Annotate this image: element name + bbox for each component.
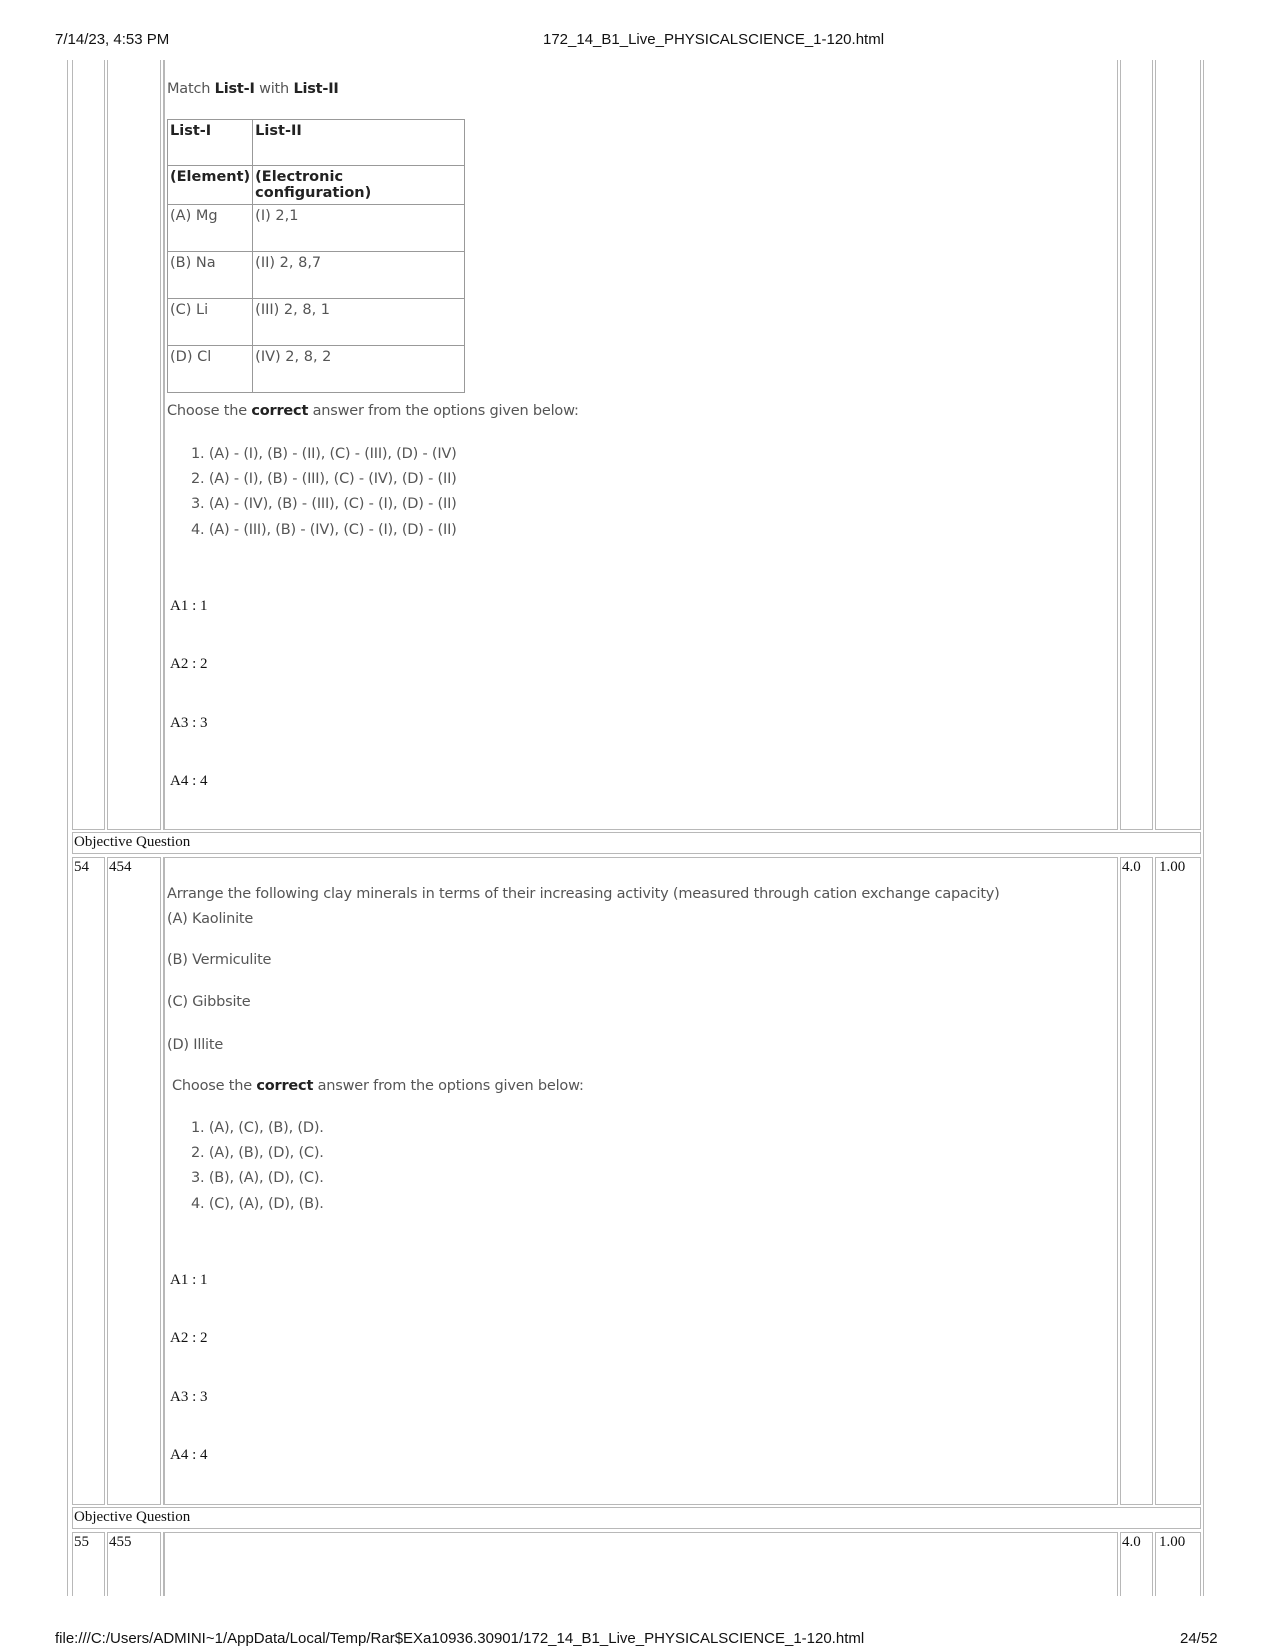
- answer-option: A2 : 2: [170, 656, 208, 672]
- q54-stem: Arrange the following clay minerals in terms of their increasing activity (measured through cation exchange capacity): [167, 886, 1000, 902]
- table-cell: (A) Mg: [168, 205, 253, 252]
- option: 4. (A) - (III), (B) - (IV), (C) - (I), (D) - (II): [191, 522, 457, 538]
- marks-cell: [1120, 857, 1153, 1505]
- print-datetime: 7/14/23, 4:53 PM: [55, 31, 170, 48]
- option: 2. (A), (B), (D), (C).: [191, 1145, 324, 1161]
- q53-intro: Match List-I with List-II: [167, 81, 339, 97]
- answer-option: A1 : 1: [170, 598, 208, 614]
- answer-option: A4 : 4: [170, 773, 208, 789]
- question-id: 454: [109, 859, 132, 875]
- table-cell: (B) Na: [168, 252, 253, 299]
- marks-cell: [1120, 60, 1153, 830]
- match-table: [167, 119, 465, 393]
- sno-cell: [72, 1532, 105, 1596]
- table-subheader: (Element): [168, 166, 253, 205]
- item: (B) Vermiculite: [167, 952, 272, 968]
- section-label-row: [72, 1507, 1201, 1529]
- serial-number: 55: [74, 1534, 89, 1550]
- marks: 4.0: [1122, 859, 1141, 875]
- page-number: 24/52: [1180, 1630, 1218, 1647]
- table-cell: (C) Li: [168, 299, 253, 346]
- option: 3. (B), (A), (D), (C).: [191, 1170, 324, 1186]
- serial-number: 54: [74, 859, 89, 875]
- table-header: List-I: [168, 120, 253, 166]
- sno-cell: [72, 60, 105, 830]
- table-cell: (I) 2,1: [253, 205, 465, 252]
- table-subheader: (Electronic configuration): [253, 166, 465, 205]
- option: 1. (A) - (I), (B) - (II), (C) - (III), (D) - (IV): [191, 446, 457, 462]
- table-header: List-II: [253, 120, 465, 166]
- section-label-row: [72, 832, 1201, 854]
- option: 3. (A) - (IV), (B) - (III), (C) - (I), (D) - (II): [191, 496, 457, 512]
- answer-option: A2 : 2: [170, 1330, 208, 1346]
- item: (A) Kaolinite: [167, 911, 254, 927]
- question-cell: [163, 1532, 1118, 1596]
- table-cell: (II) 2, 8,7: [253, 252, 465, 299]
- option: 1. (A), (C), (B), (D).: [191, 1120, 324, 1136]
- answer-option: A4 : 4: [170, 1447, 208, 1463]
- item: (C) Gibbsite: [167, 994, 251, 1010]
- negative-cell: [1155, 60, 1201, 830]
- answer-option: A3 : 3: [170, 1389, 208, 1405]
- qid-cell: [107, 1532, 161, 1596]
- q53-instruction: Choose the correct answer from the options given below:: [167, 403, 579, 419]
- qid-cell: [107, 60, 161, 830]
- negative-cell: [1155, 1532, 1201, 1596]
- option: 4. (C), (A), (D), (B).: [191, 1196, 324, 1212]
- sno-cell: [72, 857, 105, 1505]
- question-id: 455: [109, 1534, 132, 1550]
- section-label: Objective Question: [74, 834, 191, 850]
- negative-cell: [1155, 857, 1201, 1505]
- section-label: Objective Question: [74, 1509, 191, 1525]
- negative-marks: 1.00: [1159, 859, 1186, 875]
- marks-cell: [1120, 1532, 1153, 1596]
- table-cell: (III) 2, 8, 1: [253, 299, 465, 346]
- q54-instruction: Choose the correct answer from the options given below:: [172, 1078, 584, 1094]
- table-cell: (D) Cl: [168, 346, 253, 393]
- table-cell: (IV) 2, 8, 2: [253, 346, 465, 393]
- print-title: 172_14_B1_Live_PHYSICALSCIENCE_1-120.html: [543, 31, 885, 48]
- print-url: file:///C:/Users/ADMINI~1/AppData/Local/Temp/Rar$EXa10936.30901/172_14_B1_Live_PHYSICALSCIENCE_1-120.html: [55, 1630, 865, 1647]
- answer-option: A3 : 3: [170, 715, 208, 731]
- marks: 4.0: [1122, 1534, 1141, 1550]
- option: 2. (A) - (I), (B) - (III), (C) - (IV), (D) - (II): [191, 471, 457, 487]
- negative-marks: 1.00: [1159, 1534, 1186, 1550]
- item: (D) Illite: [167, 1037, 224, 1053]
- answer-option: A1 : 1: [170, 1272, 208, 1288]
- qid-cell: [107, 857, 161, 1505]
